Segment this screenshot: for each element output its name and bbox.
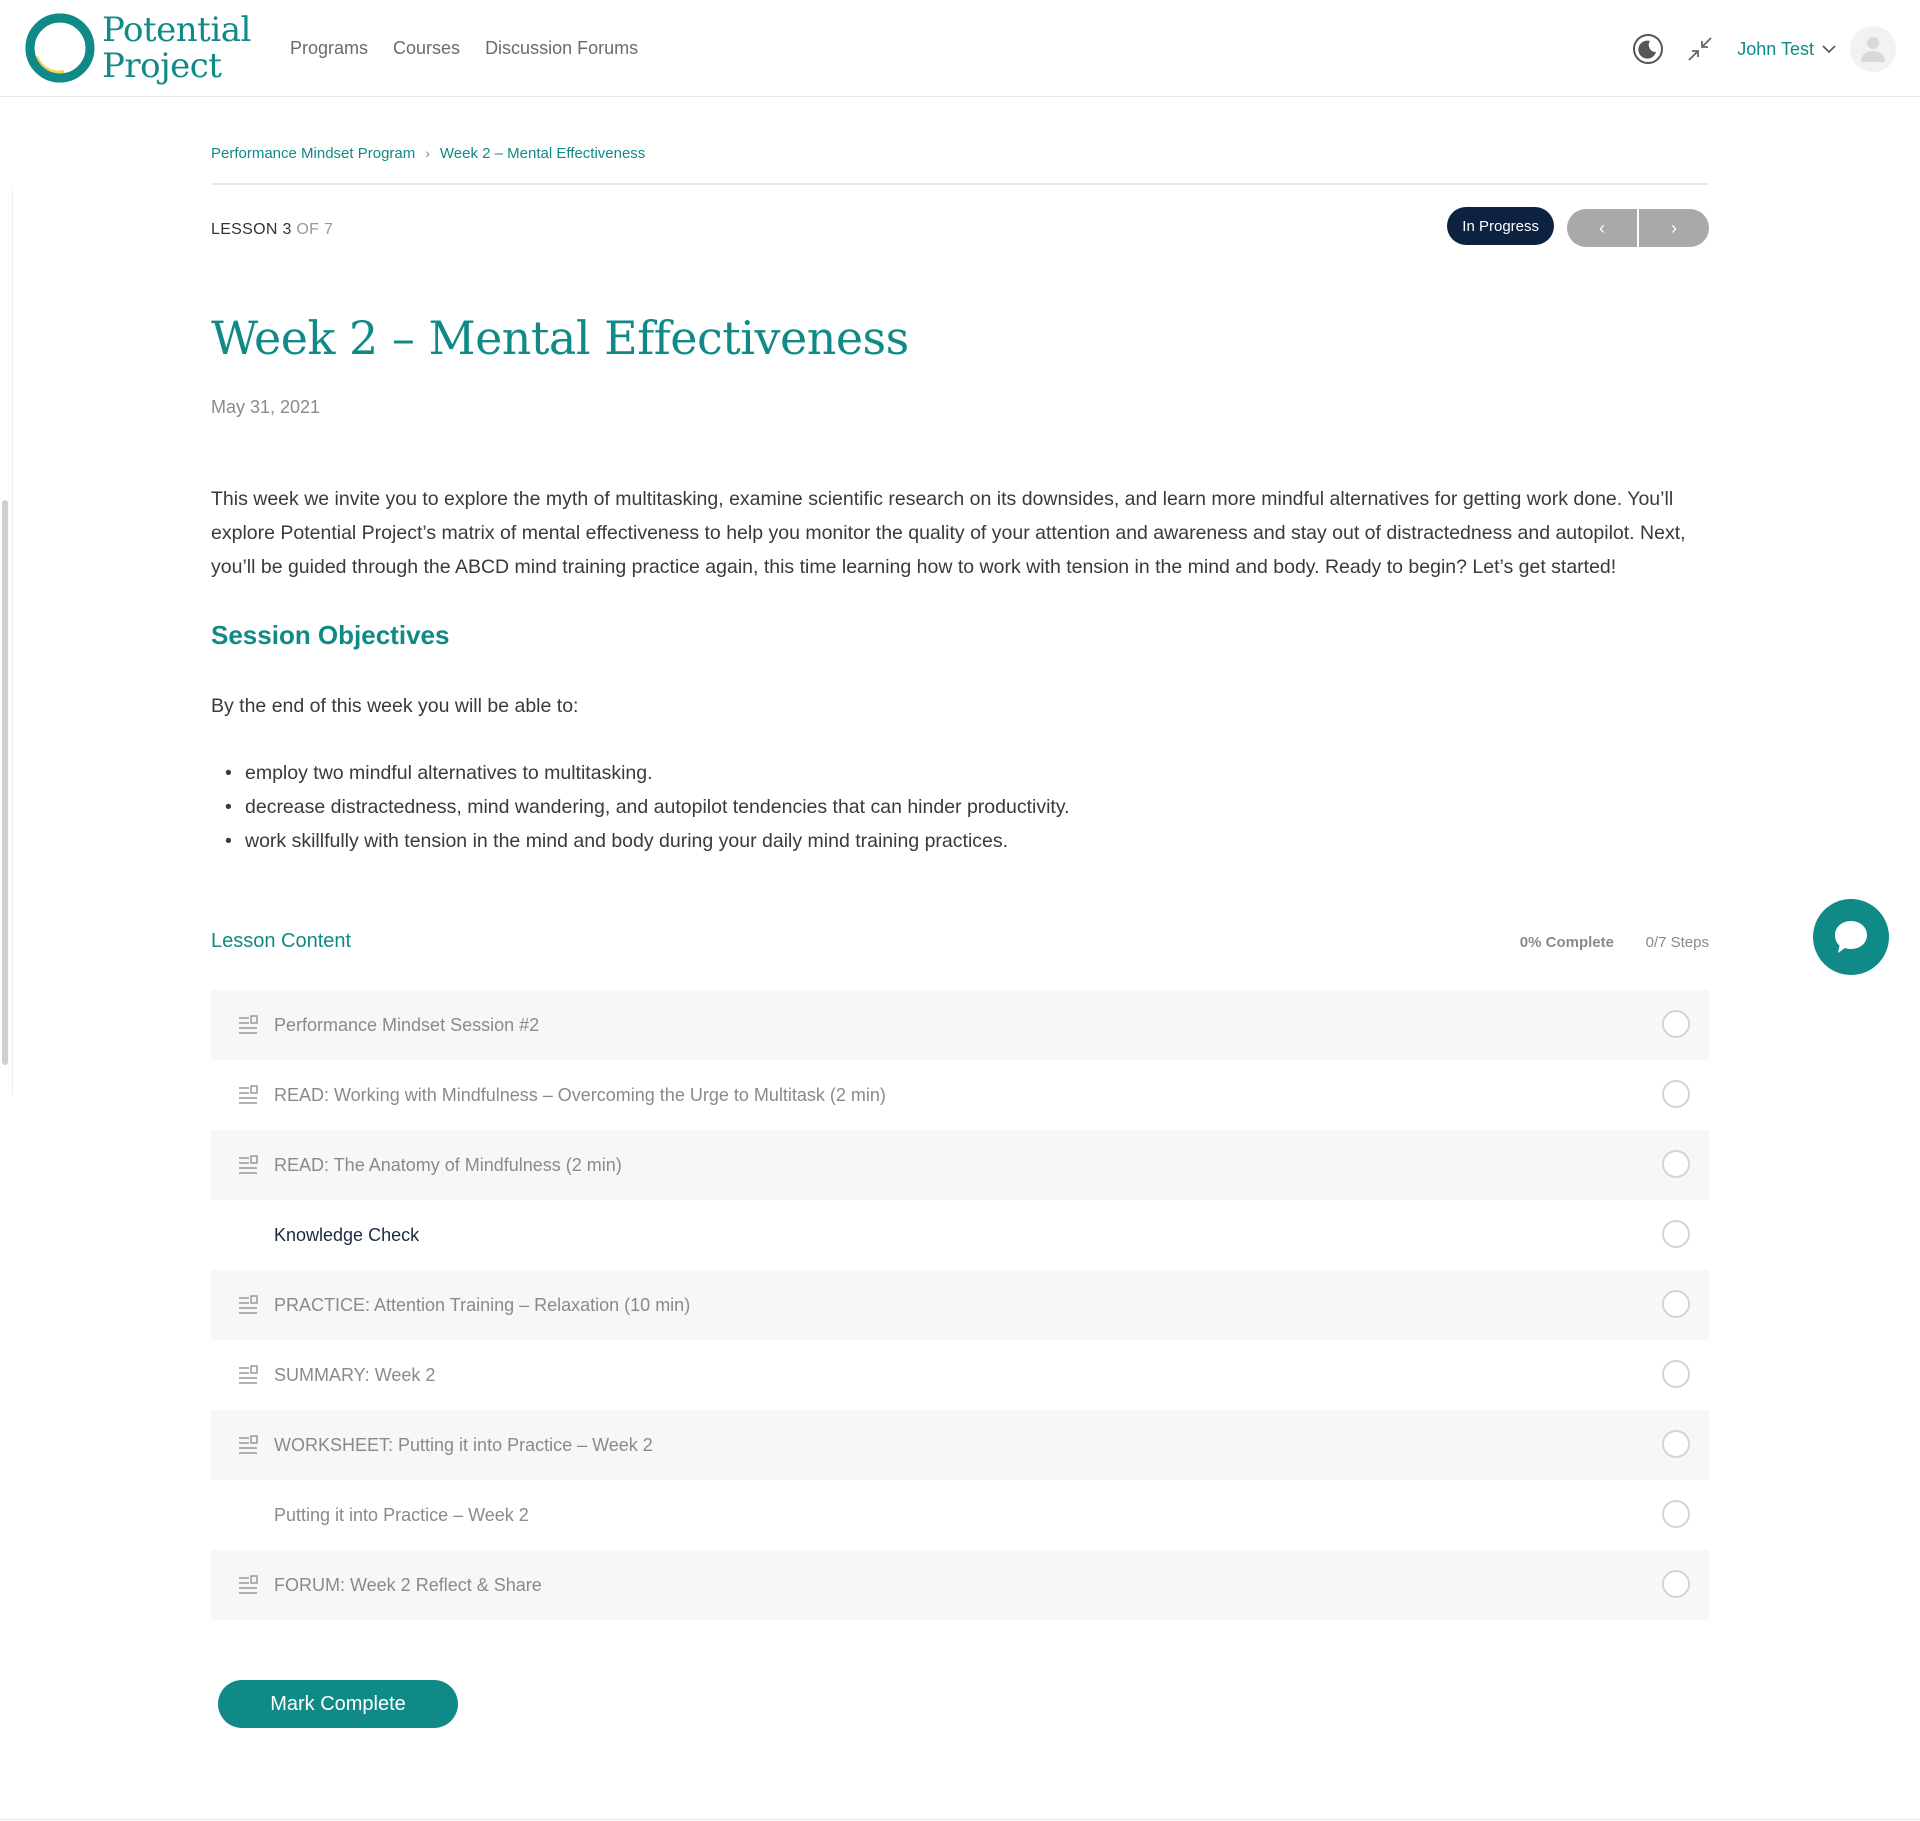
topic-list-icon — [238, 1575, 258, 1595]
step-status-circle — [1662, 1500, 1690, 1528]
step-row[interactable] — [211, 1340, 1709, 1410]
nav-programs[interactable]: Programs — [290, 38, 369, 58]
logo-line-2: Project — [102, 46, 222, 86]
objective-item: • employ two mindful alternatives to multitasking. — [211, 756, 1709, 790]
step-status-circle — [1662, 1080, 1690, 1108]
step-row[interactable] — [211, 1410, 1709, 1480]
breadcrumb-program[interactable]: Performance Mindset Program — [211, 144, 416, 162]
step-row-quiz[interactable] — [211, 1200, 1709, 1270]
sidebar-edge — [12, 190, 13, 1095]
header-actions — [1631, 26, 1896, 72]
moon-icon — [1632, 33, 1664, 65]
logo-line-1: Potential — [102, 10, 251, 50]
footer-divider — [0, 1819, 1920, 1820]
person-icon — [1860, 35, 1886, 63]
step-status-circle — [1662, 1010, 1690, 1038]
step-row[interactable] — [211, 1130, 1709, 1200]
topic-list-icon — [238, 1085, 258, 1105]
page-title: Week 2 – Mental Effectiveness — [211, 311, 909, 365]
topic-list-icon — [238, 1435, 258, 1455]
step-status-circle — [1662, 1360, 1690, 1388]
step-status-circle — [1662, 1290, 1690, 1318]
chat-bubble-icon — [1832, 918, 1870, 956]
step-label: READ: Working with Mindfulness – Overcoming the Urge to Multitask (2 min) — [274, 1084, 886, 1105]
breadcrumb-separator: › — [425, 145, 430, 161]
topic-list-icon — [238, 1015, 258, 1035]
lesson-content-title: Lesson Content — [211, 930, 352, 952]
lesson-content-header — [211, 930, 1709, 960]
step-label: WORKSHEET: Putting it into Practice – Week 2 — [274, 1434, 653, 1455]
lesson-intro: This week we invite you to explore the myth of multitasking, examine scientific research on its downsides, and learn more mindful alternatives for getting work done. You’ll explore Potential Project’s matrix of mental effectiveness to help you monitor the quality of your attention and awareness and stay out of distractedness and autopilot. Next, you’ll be guided through the ABCD mind training practice again, this time learning how to work with tension in the mind and body. Ready to begin? Let’s get started! — [211, 488, 1686, 578]
breadcrumb-current[interactable]: Week 2 – Mental Effectiveness — [439, 144, 646, 162]
lesson-main — [211, 97, 1709, 1728]
next-lesson-button[interactable]: › — [1671, 217, 1677, 238]
user-name: John Test — [1737, 38, 1814, 59]
lesson-pager — [1567, 209, 1709, 247]
potential-project-logo[interactable] — [24, 12, 254, 84]
lesson-total: OF 7 — [296, 221, 334, 238]
step-label: Performance Mindset Session #2 — [274, 1014, 540, 1035]
step-row-assignment[interactable] — [211, 1480, 1709, 1550]
topic-list-icon — [238, 1155, 258, 1175]
scrollbar-thumb[interactable] — [2, 500, 8, 1065]
focus-mode-toggle[interactable] — [1683, 32, 1717, 66]
step-label: FORUM: Week 2 Reflect & Share — [274, 1574, 542, 1595]
main-nav — [290, 38, 638, 59]
step-label: SUMMARY: Week 2 — [274, 1364, 436, 1385]
user-avatar[interactable] — [1850, 26, 1896, 72]
nav-discussion-forums[interactable]: Discussion Forums — [485, 38, 639, 58]
lesson-steps-list — [211, 990, 1709, 1620]
objective-item: • work skillfully with tension in the mind and body during your daily mind training practices. — [211, 824, 1709, 858]
mark-complete-button[interactable]: Mark Complete — [218, 1680, 458, 1728]
step-status-circle — [1662, 1570, 1690, 1598]
chat-launcher-button[interactable] — [1813, 899, 1889, 975]
step-status-circle — [1662, 1220, 1690, 1248]
lesson-bar — [211, 185, 1709, 265]
topic-list-icon — [238, 1365, 258, 1385]
logo-wordmark — [102, 12, 251, 84]
user-menu[interactable] — [1737, 39, 1836, 60]
objectives-list — [211, 756, 1709, 858]
step-label: Putting it into Practice – Week 2 — [274, 1504, 529, 1525]
objectives-intro: By the end of this week you will be able to: — [211, 695, 579, 717]
step-label: PRACTICE: Attention Training – Relaxation (10 min) — [274, 1294, 691, 1315]
status-badge: In Progress — [1447, 207, 1554, 245]
chevron-down-icon — [1822, 44, 1836, 54]
step-label: Knowledge Check — [274, 1224, 420, 1245]
nav-courses[interactable]: Courses — [393, 38, 461, 58]
step-row[interactable] — [211, 1060, 1709, 1130]
step-status-circle — [1662, 1430, 1690, 1458]
top-header — [0, 0, 1920, 97]
logo-mark-icon — [24, 12, 96, 84]
step-row[interactable] — [211, 990, 1709, 1060]
step-status-circle — [1662, 1150, 1690, 1178]
lesson-date: May 31, 2021 — [211, 397, 321, 417]
step-row[interactable] — [211, 1270, 1709, 1340]
objectives-heading: Session Objectives — [211, 620, 450, 650]
step-row[interactable] — [211, 1550, 1709, 1620]
lesson-number: LESSON 3 — [211, 221, 292, 238]
previous-lesson-button[interactable]: ‹ — [1567, 209, 1639, 247]
minimize-arrows-icon — [1687, 36, 1713, 62]
lesson-counter — [211, 221, 333, 239]
topic-list-icon — [238, 1295, 258, 1315]
dark-mode-toggle[interactable] — [1631, 32, 1665, 66]
step-label: READ: The Anatomy of Mindfulness (2 min) — [274, 1154, 622, 1175]
progress-percent: 0% Complete — [1519, 934, 1614, 951]
breadcrumb — [211, 143, 1709, 163]
progress-steps: 0/7 Steps — [1645, 934, 1709, 951]
objective-item: • decrease distractedness, mind wandering, and autopilot tendencies that can hinder productivity. — [211, 790, 1709, 824]
